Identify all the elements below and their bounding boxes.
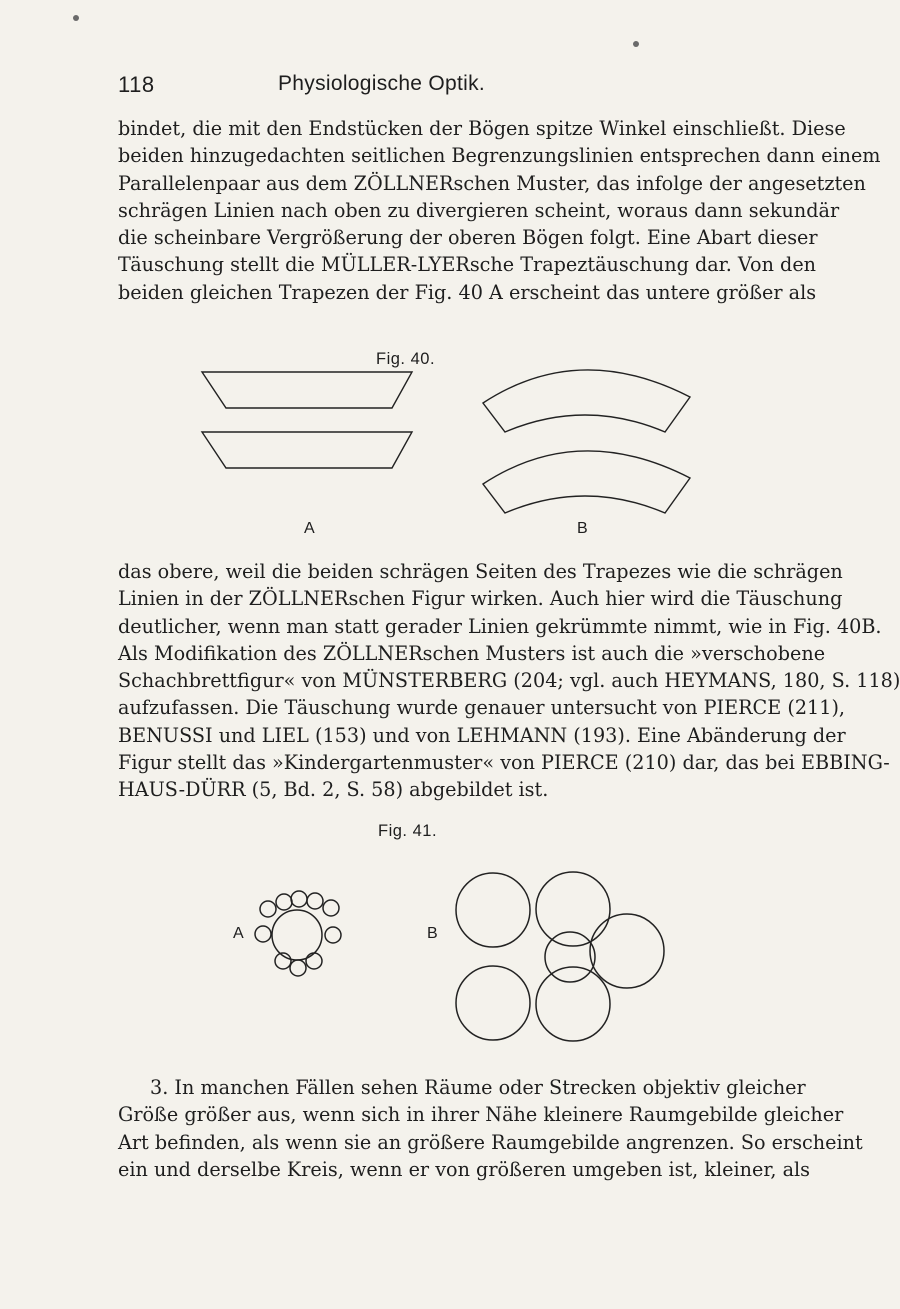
- text-line: die scheinbare Vergrößerung der oberen Bögen folgt. Eine Abart dieser: [118, 226, 818, 250]
- arc-lower: [483, 451, 690, 513]
- text-line: aufzufassen. Die Täuschung wurde genauer untersucht von PIERCE (211),: [118, 696, 846, 720]
- running-title: Physiologische Optik.: [278, 72, 486, 95]
- small-circle: [306, 953, 322, 969]
- paragraph-3: [118, 1074, 863, 1183]
- figure-41-b: [456, 872, 664, 1041]
- text-line: Art befinden, als wenn sie an größere Raumgebilde angrenzen. So erscheint: [118, 1130, 863, 1154]
- text-line: schrägen Linien nach oben zu divergieren scheint, woraus dann sekundär: [118, 198, 840, 222]
- center-circle: [545, 932, 595, 982]
- figure-41-a: [255, 891, 341, 976]
- text-line: beiden hinzugedachten seitlichen Begrenzungslinien entsprechen dann einem: [118, 144, 881, 168]
- text-line: deutlicher, wenn man statt gerader Linien gekrümmte nimmt, wie in Fig. 40B.: [118, 614, 882, 638]
- large-circle: [590, 914, 664, 988]
- text-line: Figur stellt das »Kindergartenmuster« von PIERCE (210) dar, das bei EBBING-: [118, 751, 890, 775]
- trapezoid-upper: [202, 372, 412, 408]
- text-line: BENUSSI und LIEL (153) und von LEHMANN (193). Eine Abänderung der: [118, 723, 846, 747]
- text-line: das obere, weil die beiden schrägen Seiten des Trapezes wie die schrägen: [118, 560, 843, 583]
- text-line: beiden gleichen Trapezen der Fig. 40 A erscheint das untere größer als: [118, 280, 817, 304]
- small-circle: [260, 901, 276, 917]
- figure-40-b: [483, 370, 690, 513]
- large-circle: [536, 872, 610, 946]
- small-circle: [290, 960, 306, 976]
- figure-40-caption: Fig. 40.: [376, 350, 436, 368]
- large-circle: [456, 966, 530, 1040]
- figure-40-a: [202, 372, 412, 468]
- text-line: HAUS-DÜRR (5, Bd. 2, S. 58) abgebildet ist.: [118, 778, 549, 802]
- small-circle: [325, 927, 341, 943]
- text-line: Parallelenpaar aus dem ZÖLLNERschen Muster, das infolge der angesetzten: [118, 171, 866, 195]
- small-circle: [291, 891, 307, 907]
- paragraph-2: [118, 558, 900, 804]
- arc-upper: [483, 370, 690, 432]
- figure-40-label-b: B: [577, 520, 588, 537]
- large-circle: [456, 873, 530, 947]
- text-line: Linien in der ZÖLLNERschen Figur wirken. Auch hier wird die Täuschung: [118, 587, 843, 611]
- text-line: 3. In manchen Fällen sehen Räume oder Strecken objektiv gleicher: [150, 1076, 806, 1099]
- small-circle: [323, 900, 339, 916]
- text-line: Als Modifikation des ZÖLLNERschen Musters ist auch die »verschobene: [118, 641, 826, 665]
- trapezoid-lower: [202, 432, 412, 468]
- figure-40-label-a: A: [304, 520, 315, 537]
- text-line: Schachbrettfigur« von MÜNSTERBERG (204; vgl. auch HEYMANS, 180, S. 118): [118, 669, 900, 693]
- text-line: Größe größer aus, wenn sich in ihrer Nähe kleinere Raumgebilde gleicher: [118, 1103, 844, 1127]
- small-circle: [255, 926, 271, 942]
- text-line: Täuschung stellt die MÜLLER-LYERsche Trapeztäuschung dar. Von den: [118, 253, 817, 277]
- text-line: ein und derselbe Kreis, wenn er von größeren umgeben ist, kleiner, als: [118, 1157, 811, 1181]
- small-circle: [307, 893, 323, 909]
- large-circle: [536, 967, 610, 1041]
- small-circle: [276, 894, 292, 910]
- figure-41-label-b: B: [427, 925, 438, 942]
- figure-41-label-a: A: [233, 925, 244, 942]
- page-number: 118: [118, 72, 155, 97]
- text-line: bindet, die mit den Endstücken der Bögen spitze Winkel einschließt. Diese: [118, 117, 846, 140]
- figure-41-caption: Fig. 41.: [378, 822, 438, 840]
